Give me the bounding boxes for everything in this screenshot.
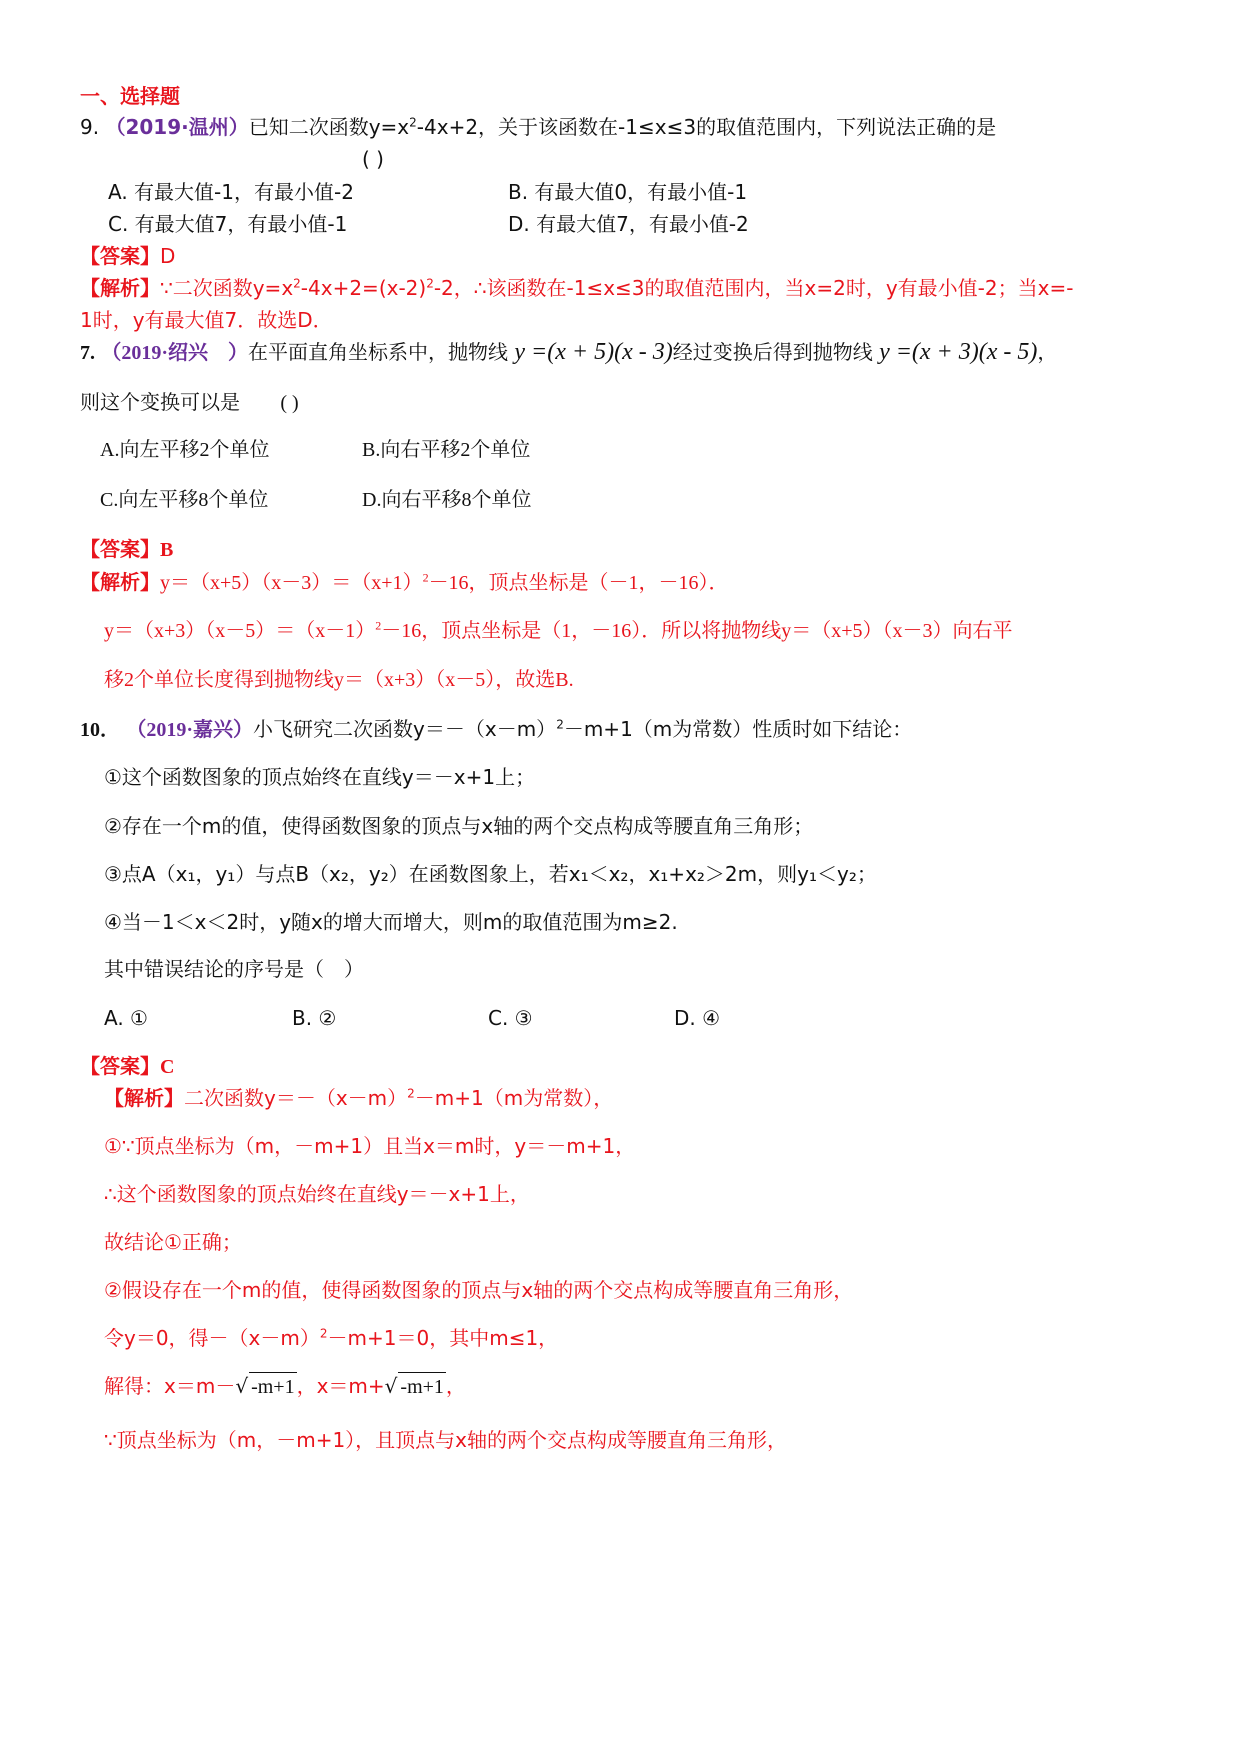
answer-value: C (160, 1056, 175, 1078)
analysis-line: 【解析】二次函数$y=-(x-m)^2-m+1(m$为常数）， (104, 1086, 614, 1110)
answer-line (80, 242, 175, 270)
answer-label: 【答案】 (80, 244, 160, 268)
analysis-line: ∴这个函数图象的顶点始终在直线y＝－x+1上， (104, 1182, 530, 1206)
option-d: D. ④ (674, 1006, 721, 1030)
radical: -m+1 (398, 1372, 446, 1401)
option-b: B.向右平移2个单位 (362, 439, 531, 461)
conclusion-2: ②存在一个m的值，使得函数图象的顶点与x轴的两个交点构成等腰直角三角形； (104, 814, 814, 838)
answer-value: B (160, 539, 174, 561)
analysis-line: ①∵顶点坐标为（m，－m+1）且当x＝m时，y＝－m+1， (104, 1134, 636, 1158)
question-9-stem: 9. （2019·温州）已知二次函数$y=x^2-4x+2$，关于该函数在-1≤x≤3的取值范围内，下列说法正确的是 (80, 115, 997, 139)
answer-blank: ( ) (362, 147, 384, 171)
question-7-stem: 7. （2019·绍兴 ）在平面直角坐标系中，抛物线 y =(x + 5)(x - 3)经过变换后得到抛物线 y =(x + 3)(x - 5)， (80, 339, 1058, 365)
answer-line (80, 535, 173, 564)
equation: y =(x + 3)(x - 5) (879, 339, 1038, 365)
option-c: C.向左平移8个单位 (100, 489, 269, 511)
analysis-line: $y=(x+3)(x-5)=(x-1)^2-16$，顶点坐标是（1，－16）．所以将抛物线y＝（x+5）（x－3）向右平 (104, 618, 1013, 642)
analysis-label: 【解析】 (80, 570, 160, 594)
analysis-line: 解得：x＝m－√ -m+1 ，x＝m+√ -m+1 ， (104, 1372, 466, 1401)
question-number: 10． (80, 719, 120, 741)
sqrt-icon: √ (235, 1374, 249, 1398)
conclusion-1: ①这个函数图象的顶点始终在直线y＝－x+1上； (104, 765, 536, 789)
equation: y =(x + 5)(x - 3) (514, 339, 673, 365)
answer-label: 【答案】 (80, 1054, 160, 1078)
analysis-line: ②假设存在一个m的值，使得函数图象的顶点与x轴的两个交点构成等腰直角三角形， (104, 1278, 854, 1302)
question-7-stem-cont: 则这个变换可以是 ( ) (80, 390, 299, 414)
option-c: C. 有最大值7，有最小值-1 (108, 212, 348, 236)
conclusion-4: ④当－1＜x＜2时，y随x的增大而增大，则m的取值范围为m≥2. (104, 910, 678, 934)
option-a: A. ① (104, 1006, 148, 1030)
analysis-line: 【解析】∵二次函数$y=x^2-4x+2=(x-2)^2-2$，∴该函数在-1≤x≤3的取值范围内，当x=2时，y有最小值-2；当x=- (80, 276, 1074, 300)
question-number: 9. (80, 115, 100, 139)
option-b: B. ② (292, 1006, 337, 1030)
analysis-line: 故结论①正确； (104, 1230, 242, 1254)
option-d: D. 有最大值7，有最小值-2 (508, 212, 749, 236)
answer-label: 【答案】 (80, 537, 160, 561)
analysis-line: ∵顶点坐标为（m，－m+1），且顶点与x轴的两个交点构成等腰直角三角形， (104, 1428, 788, 1452)
answer-blank: ( ) (280, 392, 299, 414)
option-a: A. 有最大值-1，有最小值-2 (108, 180, 354, 204)
conclusion-3: ③点A（x₁，y₁）与点B（x₂，y₂）在函数图象上，若x₁＜x₂，x₁+x₂＞2m，则y₁＜y₂； (104, 862, 877, 886)
analysis-line: 令y＝0，得$-(x-m)^2-m+1=0$，其中m≤1， (104, 1326, 559, 1350)
question-source: （2019·嘉兴） (126, 719, 254, 741)
question-number: 7. (80, 342, 95, 364)
option-b: B. 有最大值0，有最小值-1 (508, 180, 748, 204)
question-source: （2019·绍兴 ） (101, 342, 249, 364)
question-prompt: 其中错误结论的序号是（ ） (104, 957, 364, 981)
section-title: 一、选择题 (80, 84, 180, 108)
answer-line (80, 1052, 174, 1081)
question-10-stem: 10． （2019·嘉兴）小飞研究二次函数$y=-(x-m)^2-m+1(m$为常数）性质时如下结论： (80, 717, 913, 741)
question-source: （2019·温州） (105, 115, 249, 139)
radical: -m+1 (249, 1372, 297, 1401)
option-c: C. ③ (488, 1006, 533, 1030)
option-d: D.向右平移8个单位 (362, 489, 532, 511)
option-a: A.向左平移2个单位 (100, 439, 270, 461)
analysis-line: 1时，y有最大值7．故选D． (80, 308, 333, 332)
analysis-line: 移2个单位长度得到抛物线y＝（x+3）（x－5），故选B. (104, 669, 574, 691)
sqrt-icon: √ (384, 1374, 398, 1398)
analysis-label: 【解析】 (104, 1086, 184, 1110)
analysis-label: 【解析】 (80, 276, 160, 300)
answer-value: D (160, 244, 176, 268)
analysis-line: 【解析】$y=(x+5)(x-3)=(x+1)^2-16$，顶点坐标是（－1，－16）． (80, 570, 729, 594)
